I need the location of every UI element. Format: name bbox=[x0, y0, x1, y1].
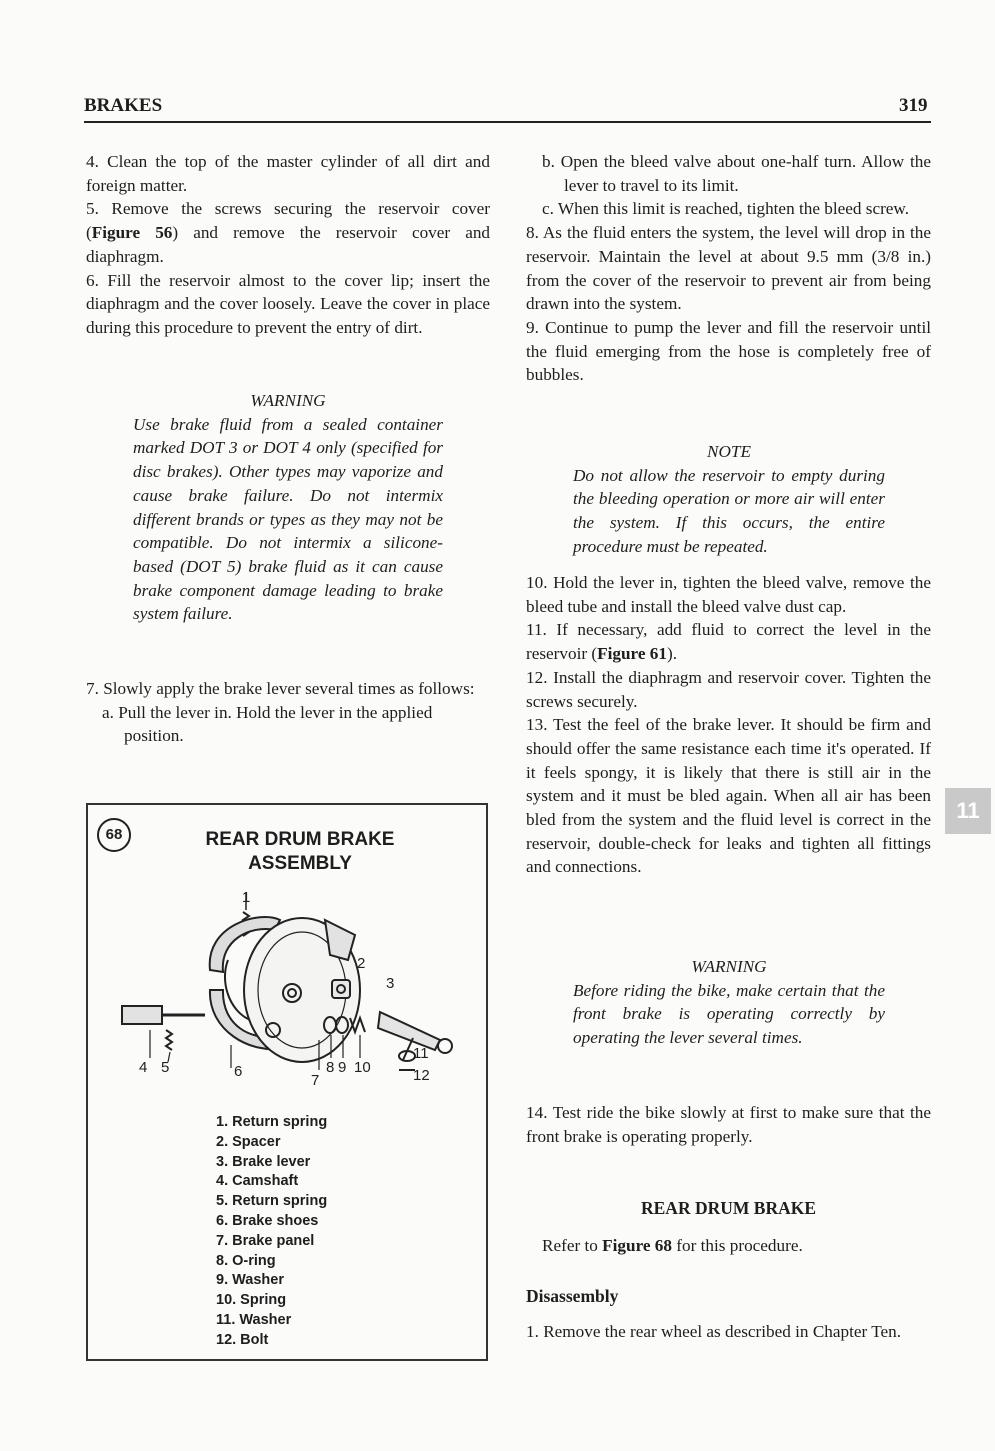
disassembly-step-1-block bbox=[526, 1320, 931, 1344]
legend-item: 9. Washer bbox=[216, 1272, 284, 1289]
section-header: BRAKES bbox=[84, 95, 163, 116]
rear-drum-brake-heading: REAR DRUM BRAKE bbox=[641, 1198, 816, 1218]
figure-56-ref: Figure 56 bbox=[91, 223, 173, 243]
refer-line: Refer to Figure 68 for this procedure. bbox=[542, 1236, 803, 1255]
legend-item: 8. O-ring bbox=[216, 1252, 276, 1269]
step-12: 12. Install the diaphragm and reservoir cover. Tighten the screws securely. bbox=[526, 667, 931, 711]
step-5: 5. Remove the screws securing the reservoir cover (Figure 56) and remove the reservoir cover and diaphragm. bbox=[86, 199, 491, 266]
step-7: 7. Slowly apply the brake lever several times as follows: bbox=[86, 679, 475, 698]
callout-6: 6 bbox=[234, 1063, 243, 1080]
legend-item: 3. Brake lever bbox=[216, 1153, 311, 1170]
step-6: 6. Fill the reservoir almost to the cover lip; insert the diaphragm and the cover loosely. Leave the cover in place during this procedure to prevent the entry of dirt. bbox=[86, 270, 490, 337]
legend-item: 5. Return spring bbox=[216, 1193, 328, 1210]
callout-7: 7 bbox=[311, 1072, 320, 1089]
figure-title: REAR DRUM BRAKE ASSEMBLY bbox=[205, 829, 395, 874]
warning-2-block bbox=[573, 955, 885, 1050]
disassembly-heading: Disassembly bbox=[526, 1286, 619, 1306]
legend-item: 12. Bolt bbox=[216, 1331, 269, 1348]
step-7c: c. When this limit is reached, tighten the bleed screw. bbox=[542, 199, 910, 219]
left-column-bottom bbox=[86, 677, 490, 748]
chapter-tab: 11 bbox=[945, 788, 991, 834]
callout-1: 1 bbox=[242, 889, 251, 906]
legend-item: 10. Spring bbox=[216, 1292, 287, 1309]
legend-item: 1. Return spring bbox=[216, 1114, 328, 1130]
header-rule bbox=[84, 121, 931, 123]
note-title: NOTE bbox=[707, 442, 751, 461]
figure-number-badge: 68 bbox=[97, 818, 131, 852]
legend-item: 6. Brake shoes bbox=[216, 1212, 319, 1229]
step-10: 10. Hold the lever in, tighten the bleed valve, remove the bleed tube and install the bleed valve dust cap. bbox=[526, 573, 931, 616]
brake-lever-icon bbox=[378, 1012, 440, 1050]
callout-3: 3 bbox=[386, 975, 395, 992]
warning-block bbox=[133, 389, 443, 626]
figure-68-ref: Figure 68 bbox=[602, 1236, 672, 1255]
step-4: 4. Clean the top of the master cylinder of all dirt and foreign matter. bbox=[86, 152, 490, 195]
left-column-top bbox=[86, 150, 490, 340]
callout-9: 9 bbox=[338, 1059, 347, 1076]
step-14-block bbox=[526, 1101, 931, 1148]
disassembly-step-1: 1. Remove the rear wheel as described in Chapter Ten. bbox=[526, 1322, 902, 1341]
legend-item: 7. Brake panel bbox=[216, 1232, 315, 1249]
figure-61-ref: Figure 61 bbox=[597, 644, 667, 664]
drum-brake-illustration bbox=[110, 880, 470, 1095]
legend-item: 4. Camshaft bbox=[216, 1173, 299, 1190]
return-spring-5-icon bbox=[166, 1030, 172, 1050]
step-7a: a. Pull the lever in. Hold the lever in the applied position. bbox=[102, 702, 433, 746]
callout-11: 11 bbox=[413, 1045, 429, 1062]
step-9: 9. Continue to pump the lever and fill the reservoir until the fluid emerging from the hose is completely free of bubbles. bbox=[526, 317, 931, 385]
page-number: 319 bbox=[899, 95, 928, 116]
warning-2-title: WARNING bbox=[691, 957, 767, 976]
spacer-icon bbox=[332, 980, 350, 998]
callout-2: 2 bbox=[357, 955, 366, 972]
callout-4: 4 bbox=[139, 1059, 148, 1076]
warning-body: Use brake fluid from a sealed container marked DOT 3 or DOT 4 only (specified for disc brakes). Other types may vaporize and cause brake failure. Do not intermix different brands or types as they may not be compatible. Do not intermix a silicone-based (DOT 5) brake fluid as it can cause brake component damage leading to brake system failure. bbox=[133, 414, 443, 624]
step-7b: b. Open the bleed valve about one-half turn. Allow the lever to travel to its limit. bbox=[542, 152, 931, 195]
note-body: Do not allow the reservoir to empty during the bleeding operation or more air will enter the system. If this occurs, the entire procedure must be repeated. bbox=[573, 465, 885, 556]
legend-item: 2. Spacer bbox=[216, 1133, 281, 1150]
note-block bbox=[573, 440, 885, 559]
right-column-middle bbox=[526, 571, 931, 879]
callout-12: 12 bbox=[413, 1067, 430, 1084]
step-14: 14. Test ride the bike slowly at first to make sure that the front brake is operating properly. bbox=[526, 1103, 931, 1146]
warning-2-body: Before riding the bike, make certain that the front brake is operating correctly by operating the lever several times. bbox=[573, 980, 885, 1048]
figure-legend bbox=[216, 1113, 327, 1351]
camshaft-icon bbox=[122, 1006, 162, 1024]
callout-5: 5 bbox=[161, 1059, 170, 1076]
legend-item: 11. Washer bbox=[216, 1311, 292, 1328]
right-column-top bbox=[526, 150, 931, 387]
step-13: 13. Test the feel of the brake lever. It should be firm and should offer the same resistance each time it's operated. If it feels spongy, it is likely that there is still air in the system and it must be bled again. When all air has been bled from the system and the fluid level is correct in the reservoir, double-check for leaks and tighten all fittings and connections. bbox=[526, 715, 931, 877]
warning-title: WARNING bbox=[250, 391, 326, 410]
step-8: 8. As the fluid enters the system, the level will drop in the reservoir. Maintain the level at about 9.5 mm (3/8 in.) from the cover of the reservoir to prevent air from being drawn into the system. bbox=[526, 223, 931, 314]
step-11: 11. If necessary, add fluid to correct the level in the reservoir (Figure 61). bbox=[526, 620, 931, 664]
callout-10: 10 bbox=[354, 1059, 371, 1076]
callout-8: 8 bbox=[326, 1059, 335, 1076]
